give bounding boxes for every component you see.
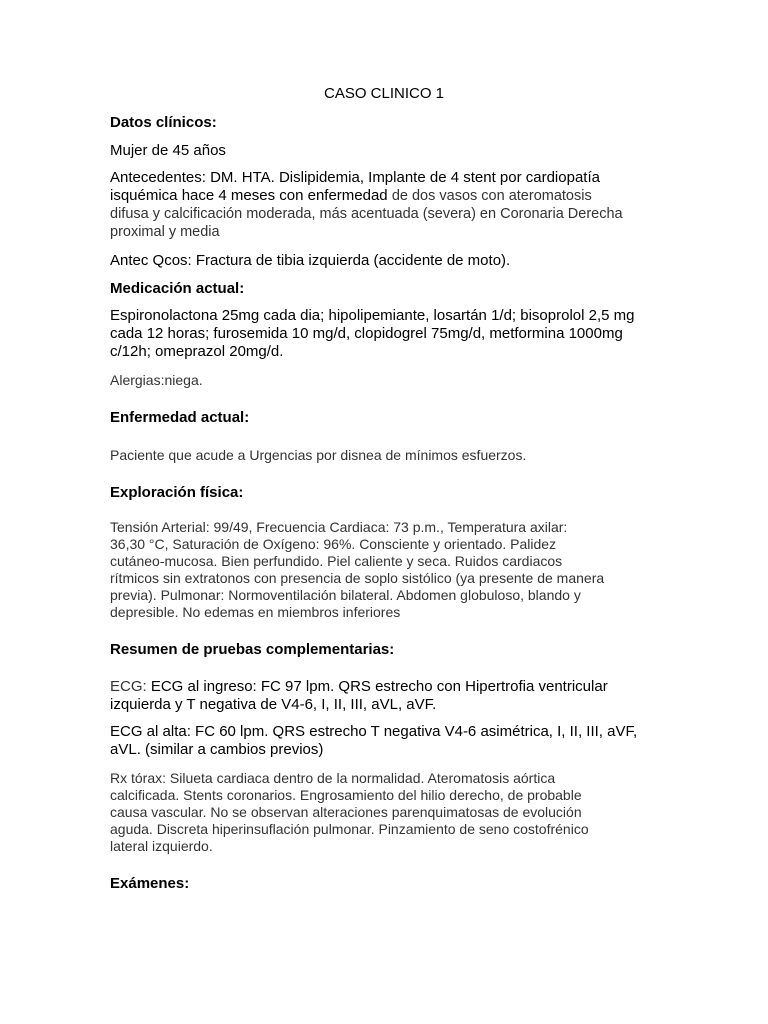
antecedentes-text-part1: Antecedentes: DM. HTA. Dislipidemia, Implante de 4 stent por cardiopatía isquémica hace 4 meses con enfermedad xyxy=(110,169,600,204)
ecg-alta-paragraph: ECG al alta: FC 60 lpm. QRS estrecho T negativa V4-6 asimétrica, I, II, III, aVF, aVL. (similar a cambios previos) xyxy=(110,723,638,758)
patient-description: Mujer de 45 años xyxy=(110,142,226,159)
antecedentes-paragraph xyxy=(110,169,670,241)
resumen-pruebas-heading: Resumen de pruebas complementarias: xyxy=(110,641,395,658)
examenes-heading: Exámenes: xyxy=(110,875,190,892)
exploracion-paragraph: Tensión Arterial: 99/49, Frecuencia Cardiaca: 73 p.m., Temperatura axilar: 36,30 °C, Saturación de Oxígeno: 96%. Consciente y orientado. Palidez cutáneo-mucosa. Bien perfundido. Piel caliente y seca. Ruidos cardiacos rítmicos sin extratonos con presencia de soplo sistólico (ya presente de manera previa). Pulmonar: Normoventilación bilateral. Abdomen globuloso, blando y depresible. No edemas en miembros inferiores xyxy=(110,519,605,620)
datos-clinicos-heading: Datos clínicos: xyxy=(110,114,217,131)
ecg-label: ECG: xyxy=(110,678,151,695)
medicacion-paragraph: Espironolactona 25mg cada dia; hipolipemiante, losartán 1/d; bisoprolol 2,5 mg cada 12 horas; furosemida 10 mg/d, clopidogrel 75mg/d, metformina 1000mg c/12h; omeprazol 20mg/d. xyxy=(110,307,635,360)
ecg-ingreso-paragraph xyxy=(110,678,670,714)
antec-qcos-paragraph: Antec Qcos: Fractura de tibia izquierda (accidente de moto). xyxy=(110,252,511,269)
medicacion-heading: Medicación actual: xyxy=(110,280,245,297)
exploracion-heading: Exploración física: xyxy=(110,484,244,501)
antecedentes-text-part2: de dos vasos con ateromatosis difusa y calcificación moderada, más acentuada (severa) en Coronaria Derecha proximal y media xyxy=(110,188,623,240)
alergias-paragraph: Alergias:niega. xyxy=(110,372,203,388)
rx-torax-paragraph: Rx tórax: Silueta cardiaca dentro de la normalidad. Ateromatosis aórtica calcificada. Stents coronarios. Engrosamiento del hilio derecho, de probable causa vascular. No se observan alteraciones parenquimatosas de evolución aguda. Discreta hiperinsuflación pulmonar. Pinzamiento de seno costofrénico lateral izquierdo. xyxy=(110,770,589,854)
ecg-ingreso-text: ECG al ingreso: FC 97 lpm. QRS estrecho con Hipertrofia ventricular izquierda y T negativa de V4-6, I, II, III, aVL, aVF. xyxy=(110,678,608,713)
document-title: CASO CLINICO 1 xyxy=(323,85,445,102)
enfermedad-heading: Enfermedad actual: xyxy=(110,409,250,426)
enfermedad-paragraph: Paciente que acude a Urgencias por disnea de mínimos esfuerzos. xyxy=(110,447,527,463)
